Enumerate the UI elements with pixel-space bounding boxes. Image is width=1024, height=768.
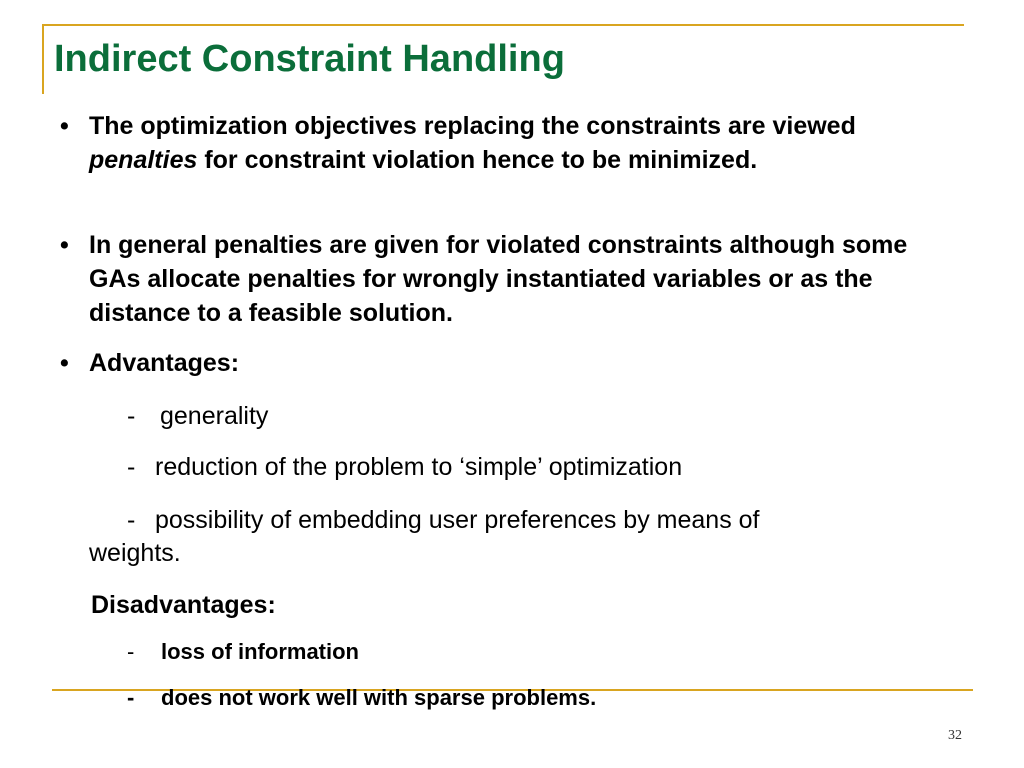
disadvantage-dash: - [127, 639, 135, 664]
bullet-text: In general penalties are given for violated constraints although some GAs allocate penalties for wrongly instantiated variables or as the distance to a feasible solution. [89, 231, 908, 327]
advantage-continuation: weights. [89, 539, 181, 567]
advantage-dash: - [127, 453, 136, 481]
advantage-dash: - [127, 402, 136, 430]
advantage-generality: generality [160, 402, 269, 430]
bullet-marker: • [60, 112, 69, 140]
disadvantage-sparse-problems: does not work well with sparse problems. [161, 685, 597, 710]
bullet-text: The optimization objectives replacing the constraints are viewed penalties for constraint violation hence to be minimized. [89, 112, 856, 174]
page-number: 32 [948, 728, 962, 743]
bullet-penalties-general [60, 228, 960, 330]
disadvantage-loss-of-information: loss of information [161, 639, 359, 664]
advantage-dash: - [127, 506, 136, 534]
advantage-user-preferences: possibility of embedding user preferences by means of [155, 506, 760, 534]
bullet-marker: • [60, 231, 69, 259]
emphasis-penalties: penalties [89, 146, 198, 174]
slide-title: Indirect Constraint Handling [54, 38, 565, 80]
top-rule [42, 24, 964, 26]
advantage-reduction: reduction of the problem to ‘simple’ optimization [155, 453, 683, 481]
disadvantage-dash: - [127, 685, 135, 710]
bullet-text: Advantages: [89, 349, 240, 377]
bullet-advantages [60, 346, 960, 380]
bullet-objectives [60, 109, 960, 177]
left-rule [42, 24, 44, 94]
disadvantages-heading: Disadvantages: [91, 591, 276, 619]
bullet-marker: • [60, 349, 69, 377]
